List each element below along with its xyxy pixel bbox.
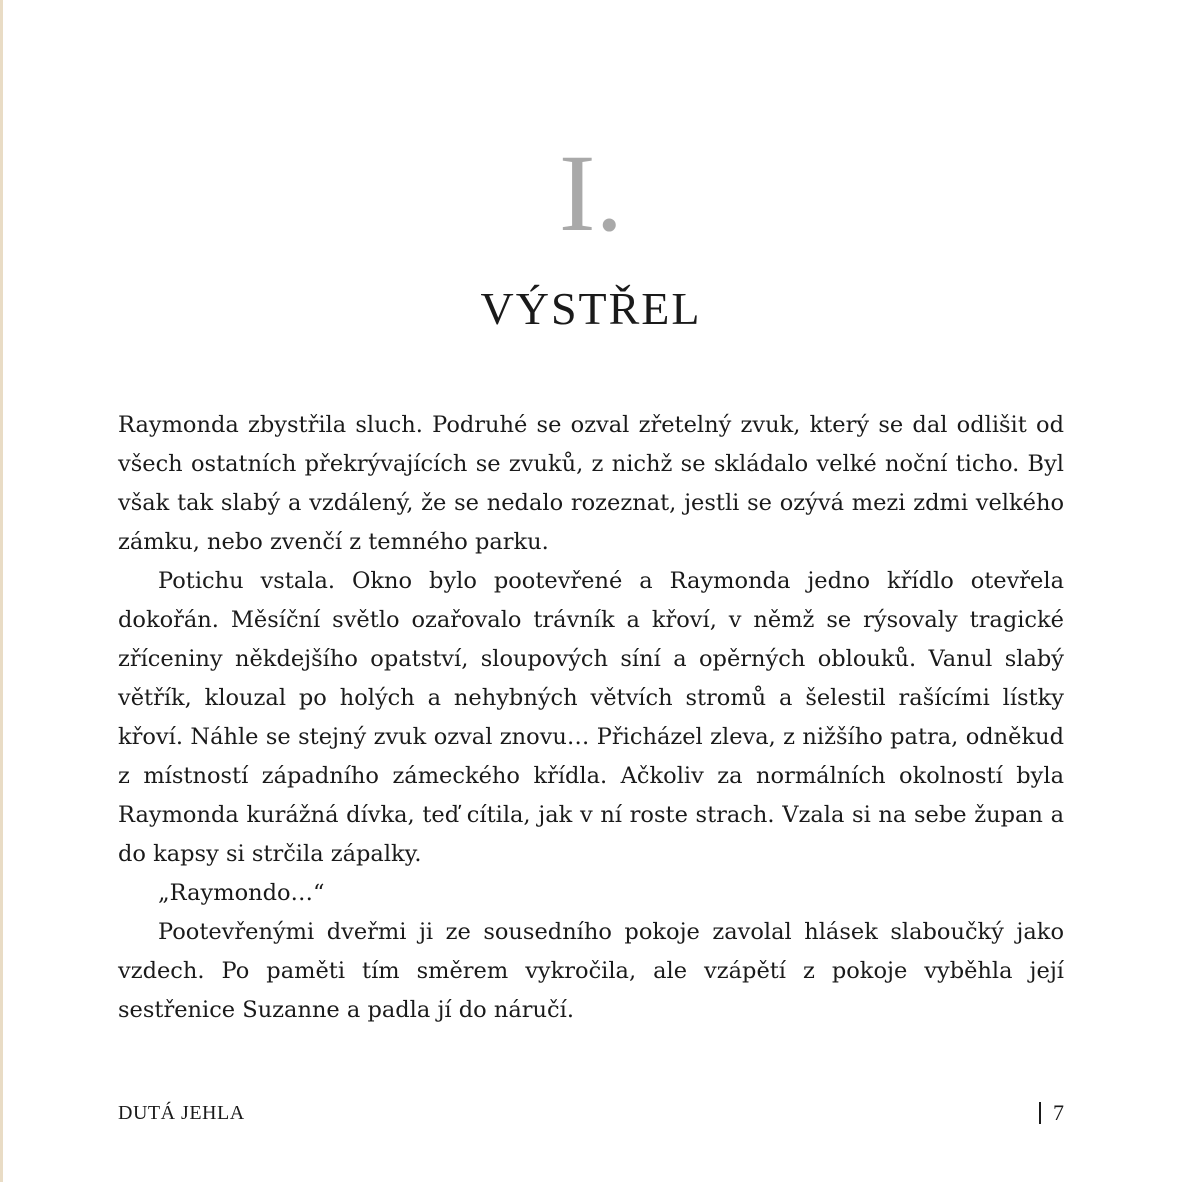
paragraph: Potichu vstala. Okno bylo pootevřené a Raymonda jedno křídlo otevřela dokořán. Měsíční světlo ozařovalo trávník a křoví, v němž se rýsovaly tragické zříceniny někdejšího opatství, sloupových síní a opěrných oblouků. Vanul slabý větřík, klouzal po holých a nehybných větvích stromů a šelestil rašícími lístky křoví. Náhle se stejný zvuk ozval znovu… Přicházel zleva, z nižšího patra, odněkud z místností západního zámeckého křídla. Ačkoliv za normálních okolností byla Raymonda kurážná dívka, teď cítila, jak v ní roste strach. Vzala si na sebe župan a do kapsy si strčila zápalky.	[118, 568, 1064, 867]
chapter-title: VÝSTŘEL	[480, 283, 702, 334]
running-footer-title: DUTÁ JEHLA	[118, 1102, 245, 1124]
paragraph: Pootevřenými dveřmi ji ze sousedního pokoje zavolal hlásek slaboučký jako vzdech. Po paměti tím směrem vykročila, ale vzápětí z pokoje vyběhla její sestřenice Suzanne a padla jí do náručí.	[118, 919, 1064, 1023]
footer-divider	[1039, 1102, 1041, 1124]
chapter-number: I.	[558, 132, 624, 254]
page-number: 7	[1053, 1100, 1064, 1125]
body-text	[118, 406, 1064, 1030]
paragraph: „Raymondo…“	[158, 880, 325, 906]
page-number-group	[1039, 1100, 1064, 1126]
paragraph: Raymonda zbystřila sluch. Podruhé se ozval zřetelný zvuk, který se dal odlišit od všech ostatních překrývajících se zvuků, z nichž se skládalo velké noční ticho. Byl však tak slabý a vzdálený, že se nedalo rozeznat, jestli se ozývá mezi zdmi velkého zámku, nebo zvenčí z temného parku.	[118, 412, 1064, 555]
